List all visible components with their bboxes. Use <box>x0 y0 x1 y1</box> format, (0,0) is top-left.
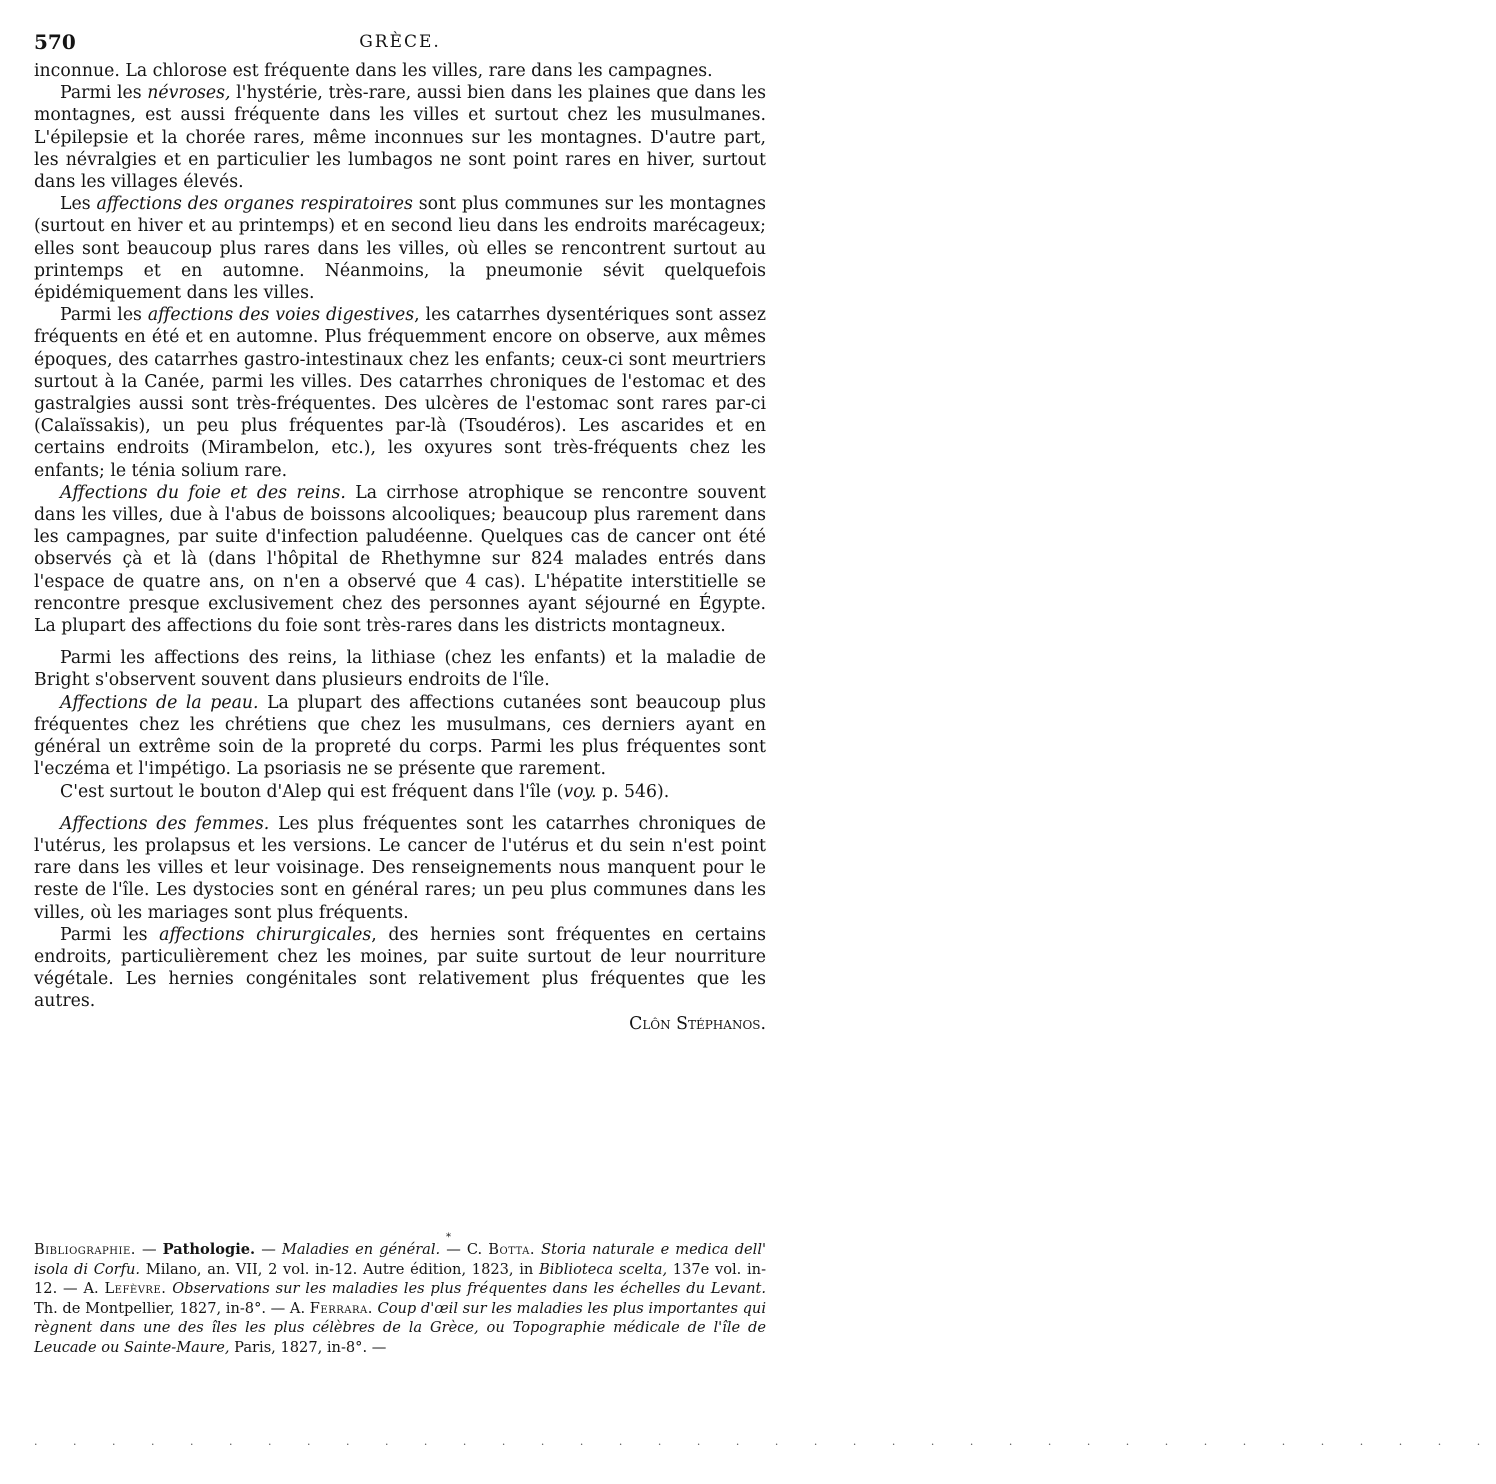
text-run: Affections des femmes. <box>60 813 270 834</box>
paragraph <box>34 82 766 193</box>
text-run: Coup d'œil sur les maladies les plus importantes qui règnent dans une des îles les plus célèbres de la Grèce, ou Topographie médicale de l'île de Leucade ou Sainte-Maure, <box>34 1299 766 1356</box>
page-number: 570 <box>34 30 76 54</box>
bottom-dotted-rule: · · · · · · · · · · · · · · · · · · · · · · · · · · · · · · · · · · · · · · <box>34 1438 1496 1451</box>
text-run: Pathologie. <box>162 1241 256 1258</box>
text-run: Botta. <box>488 1241 536 1258</box>
bibliography-text <box>34 1240 766 1357</box>
text-run: névroses, <box>147 83 231 104</box>
text-run: Bibliographie. <box>34 1241 136 1258</box>
text-run: Milano, an. VII, 2 vol. in-12. Autre édition, 1823, in <box>140 1260 540 1278</box>
text-run: sont plus communes sur les montagnes (surtout en hiver et au printemps) et en second lieu dans les endroits marécageux; elles sont beaucoup plus rares dans les villes, où elles se rencontrent surtout au printemps et en automne. Néanmoins, la pneumonie sévit quelquefois épidémiquement dans les villes. <box>34 194 766 304</box>
author-signature: Clôn Stéphanos. <box>629 1013 766 1034</box>
text-run: p. 546). <box>596 781 670 802</box>
text-run: l'hystérie, très-rare, aussi bien dans les plaines que dans les montagnes, est aussi fréquente dans les villes et surtout chez les musulmanes. L'épilepsie et la chorée rares, même inconnues sur les montagnes. D'autre part, les névralgies et en particulier les lumbagos ne sont point rares en hiver, surtout dans les villages élevés. <box>34 83 767 193</box>
footnote-separator-mark: * <box>446 1232 451 1243</box>
text-run: C'est surtout le bouton d'Alep qui est fréquent dans l'île ( <box>60 781 564 802</box>
text-run: voy. <box>563 781 597 802</box>
paragraph <box>34 924 766 1013</box>
text-run: Lefèvre. <box>104 1280 167 1297</box>
text-run: , les catarrhes dysentériques sont assez fréquents en été et en automne. Plus fréquemment encore on observe, aux mêmes époques, des catarrhes gastro-intestinaux chez les enfants; ceux-ci sont meurtriers surtout à la Canée, parmi les villes. Des catarrhes chroniques de l'estomac et des gastralgies aussi sont très-fréquentes. Des ulcères de l'estomac sont rares par-ci (Calaïssakis), un peu plus fréquentes par-là (Tsoudéros). Les ascarides et en certains endroits (Mirambelon, etc.), les oxyures sont très-fréquents chez les enfants; le ténia solium rare. <box>34 305 767 481</box>
text-run: Parmi les affections des reins, la lithiase (chez les enfants) et la maladie de Bright s'observent souvent dans plusieurs endroits de l'île. <box>34 648 766 691</box>
paragraph <box>34 692 766 781</box>
text-run: Affections du foie et des reins. <box>60 482 346 503</box>
text-run: Th. de Montpellier, 1827, in-8°. — A. <box>34 1299 310 1317</box>
paragraph <box>34 647 766 691</box>
text-run: Parmi les <box>60 83 148 104</box>
text-run: Parmi les <box>60 305 148 326</box>
text-run: Ferrara. <box>309 1299 373 1317</box>
text-run: Affections de la peau. <box>60 692 259 713</box>
text-run: Observations sur les maladies les plus fréquentes dans les échelles du Levant. <box>172 1280 766 1297</box>
text-run: Parmi les <box>60 924 160 945</box>
bibliography-footnote <box>34 1240 766 1357</box>
paragraph <box>34 60 766 82</box>
paragraph <box>34 482 766 637</box>
text-run: — C. <box>440 1241 489 1258</box>
text-run: Les plus fréquentes sont les catarrhes chroniques de l'utérus, les prolapsus et les versions. Le cancer de l'utérus et du sein n'est point rare dans les villes et leur voisinage. Des renseignements nous manquent pour le reste de l'île. Les dystocies sont en général rares; un peu plus communes dans les villes, où les mariages sont plus fréquents. <box>34 813 766 923</box>
paragraph <box>34 781 766 803</box>
text-run: affections des organes respiratoires <box>96 194 413 215</box>
paragraph <box>34 304 766 482</box>
text-run: affections des voies digestives <box>147 305 415 326</box>
text-run: La plupart des affections cutanées sont beaucoup plus fréquentes chez les chrétiens que chez les musulmans, ces derniers ayant en général un extrême soin de la propreté du corps. Parmi les plus fréquentes sont l'eczéma et l'impétigo. La psoriasis ne se présente que rarement. <box>34 692 766 780</box>
paragraph <box>34 193 766 304</box>
text-run: — <box>135 1241 163 1258</box>
text-run: La cirrhose atrophique se rencontre souvent dans les villes, due à l'abus de boissons alcooliques; beaucoup plus rarement dans les campagnes, par suite d'infection paludéenne. Quelques cas de cancer ont été observés çà et là (dans l'hôpital de Rhethymne sur 824 malades entrés dans l'espace de quatre ans, on n'en a observé que 4 cas). L'hépatite interstitielle se rencontre presque exclusivement chez des personnes ayant séjourné en Égypte. La plupart des affections du foie sont très-rares dans les districts montagneux. <box>34 482 766 637</box>
paragraph <box>34 813 766 924</box>
main-text <box>34 60 766 1035</box>
text-run: Storia naturale e medica dell' isola di Corfu. <box>34 1241 767 1278</box>
text-run: Biblioteca scelta, <box>539 1260 668 1278</box>
text-run: inconnue. La chlorose est fréquente dans les villes, rare dans les campagnes. <box>34 61 713 81</box>
text-run: affections chirurgicales <box>159 924 372 945</box>
running-title: GRÈCE. <box>359 32 441 52</box>
text-run: — <box>255 1241 282 1258</box>
running-header <box>34 30 766 56</box>
text-run: , des hernies sont fréquentes en certains endroits, particulièrement chez les moines, par suite surtout de leur nourriture végétale. Les hernies congénitales sont relativement plus fréquentes que les autres. <box>34 924 766 1012</box>
text-run: Les <box>60 194 97 215</box>
text-run: Paris, 1827, in-8°. — <box>229 1338 387 1356</box>
text-run: Maladies en général. <box>281 1241 441 1258</box>
text-run: 137e vol. in-12. — A. <box>34 1260 767 1297</box>
